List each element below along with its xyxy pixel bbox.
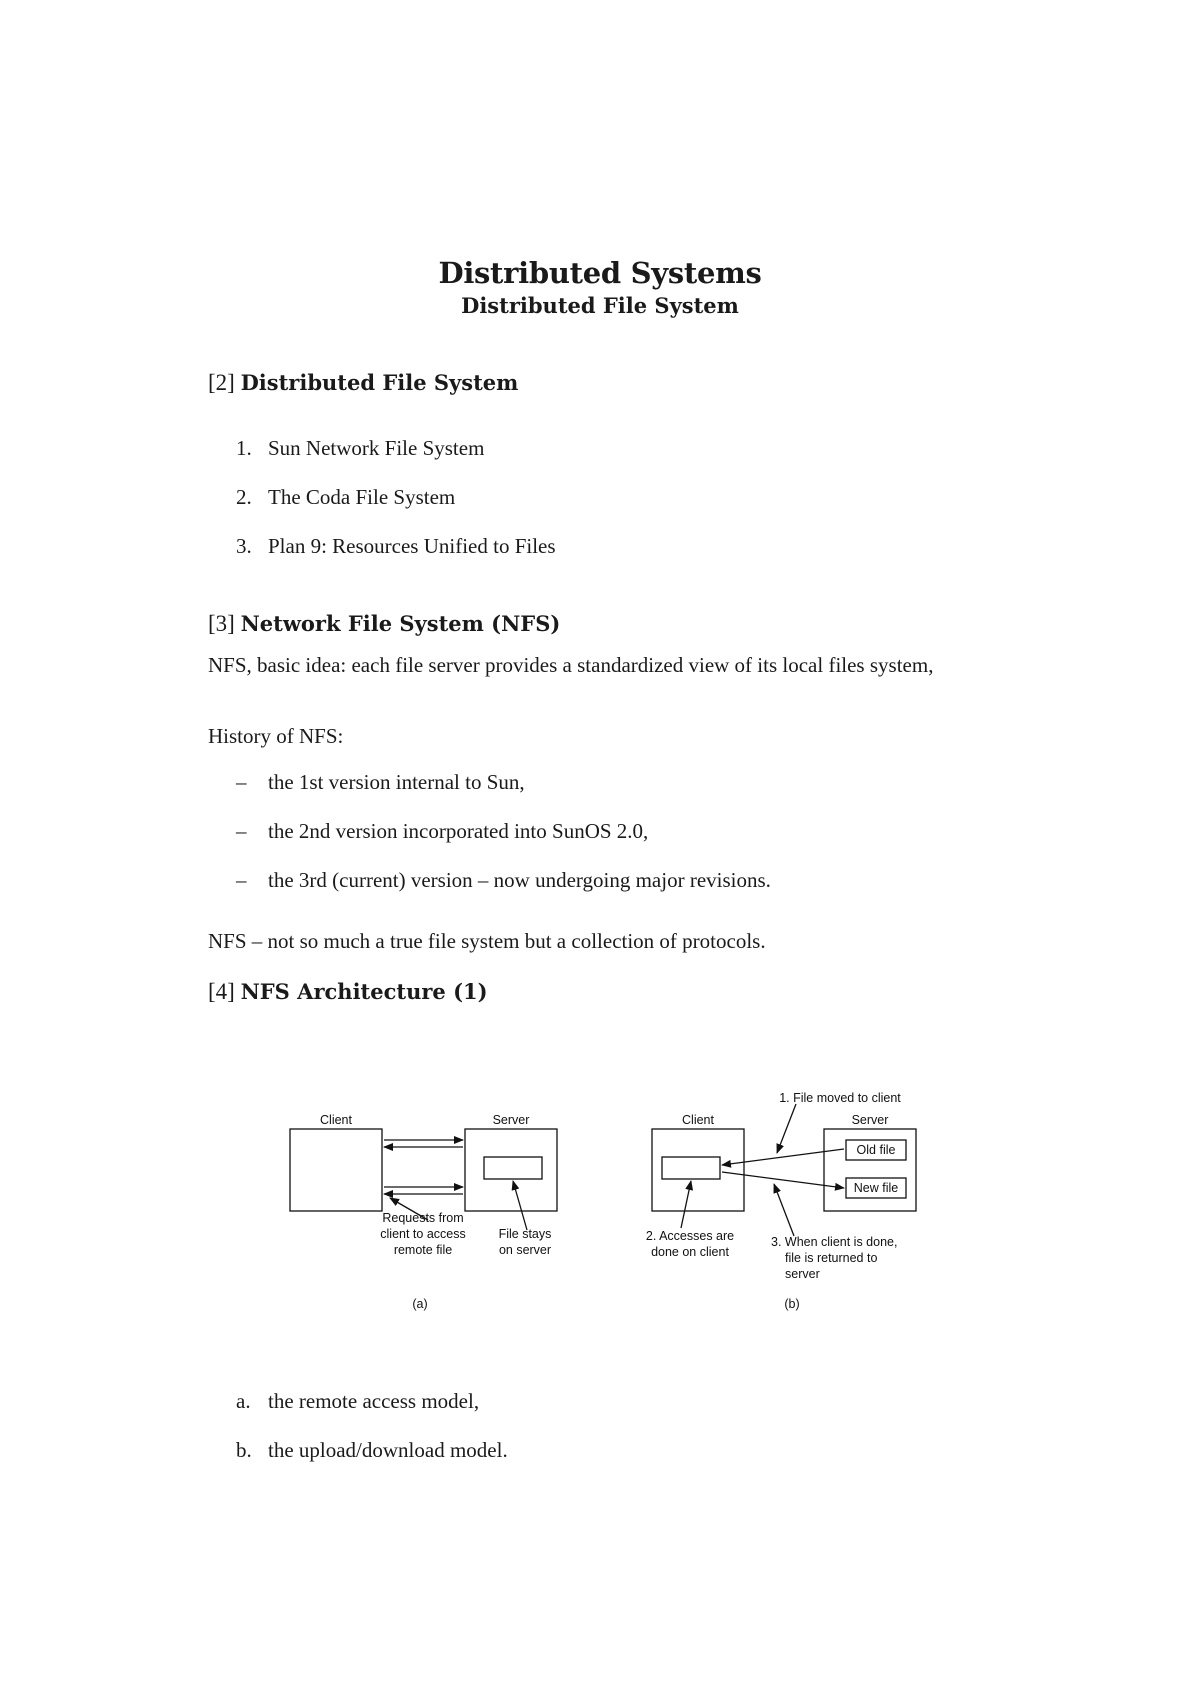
- pointer-arrow: [777, 1104, 796, 1153]
- client-box-a: [290, 1129, 382, 1211]
- intro-paragraph: NFS, basic idea: each file server provides a standardized view of its local files system,: [208, 653, 934, 677]
- file-box-a: [484, 1157, 542, 1179]
- closing-paragraph: NFS – not so much a true file system but a collection of protocols.: [208, 929, 766, 953]
- list-item: [236, 819, 648, 844]
- list-marker: 3.: [236, 534, 252, 558]
- requests-label-line: client to access: [380, 1227, 466, 1241]
- section-heading-3: [208, 611, 560, 637]
- list-item-text: Plan 9: Resources Unified to Files: [268, 534, 556, 558]
- list-item: [236, 436, 484, 461]
- section-title: NFS Architecture (1): [240, 979, 488, 1004]
- list-item-text: the 1st version internal to Sun,: [268, 770, 525, 794]
- file-moved-arrow: [722, 1149, 844, 1165]
- list-item-text: the 3rd (current) version – now undergoing major revisions.: [268, 868, 771, 892]
- list-marker: –: [236, 868, 247, 892]
- list-item: [236, 1389, 479, 1414]
- client-box-b: [652, 1129, 744, 1211]
- pointer-arrow: [513, 1181, 527, 1230]
- returned-label-line: 3. When client is done,: [771, 1235, 898, 1249]
- accesses-label-line: done on client: [651, 1245, 729, 1259]
- nfs-architecture-figure: [280, 1050, 930, 1330]
- list-item: [236, 770, 525, 795]
- section-number: [3]: [208, 611, 235, 636]
- section-number: [4]: [208, 979, 235, 1004]
- document-title: Distributed Systems: [438, 256, 762, 290]
- stays-label-line: on server: [498, 1243, 552, 1257]
- pointer-arrow: [681, 1181, 691, 1228]
- requests-label-line: Requests from: [382, 1211, 464, 1225]
- section-heading-4: [208, 979, 488, 1005]
- section-number: [2]: [208, 370, 235, 395]
- returned-label-line: server: [785, 1267, 820, 1281]
- list-item-text: Sun Network File System: [268, 436, 485, 460]
- list-item: [236, 868, 771, 893]
- section-title: Distributed File System: [240, 370, 519, 395]
- list-marker: 1.: [236, 436, 252, 460]
- accesses-label-line: 2. Accesses are: [645, 1229, 735, 1243]
- list-item-text: The Coda File System: [268, 485, 456, 509]
- section-title: Network File System (NFS): [240, 611, 561, 636]
- pointer-arrow: [774, 1184, 794, 1236]
- list-marker: a.: [236, 1389, 251, 1413]
- list-item: [236, 534, 556, 559]
- list-item-text: the 2nd version incorporated into SunOS 2.0,: [268, 819, 649, 843]
- list-marker: 2.: [236, 485, 252, 509]
- client-label-a: Client: [320, 1113, 352, 1127]
- list-item-text: the upload/download model.: [268, 1438, 508, 1462]
- caption-a: (a): [412, 1297, 428, 1311]
- server-label-b: Server: [851, 1113, 889, 1127]
- list-item: [236, 485, 455, 510]
- stays-label-line: File stays: [498, 1227, 552, 1241]
- server-label-a: Server: [492, 1113, 530, 1127]
- file-returned-arrow: [722, 1172, 844, 1188]
- requests-label-line: remote file: [393, 1243, 453, 1257]
- server-box-a: [465, 1129, 557, 1211]
- old-file-label: Old file: [856, 1143, 896, 1157]
- returned-label-line: file is returned to: [785, 1251, 878, 1265]
- list-item-text: the remote access model,: [268, 1389, 480, 1413]
- caption-b: (b): [784, 1297, 800, 1311]
- list-marker: –: [236, 819, 247, 843]
- section-heading-2: [208, 370, 518, 396]
- server-box-b: [824, 1129, 916, 1211]
- list-marker: b.: [236, 1438, 252, 1462]
- list-marker: –: [236, 770, 247, 794]
- moved-label: 1. File moved to client: [779, 1091, 901, 1105]
- file-copy-box: [662, 1157, 720, 1179]
- new-file-label: New file: [853, 1181, 899, 1195]
- document-subtitle: Distributed File System: [461, 293, 739, 318]
- history-label: History of NFS:: [208, 724, 344, 748]
- client-label-b: Client: [682, 1113, 714, 1127]
- list-item: [236, 1438, 508, 1463]
